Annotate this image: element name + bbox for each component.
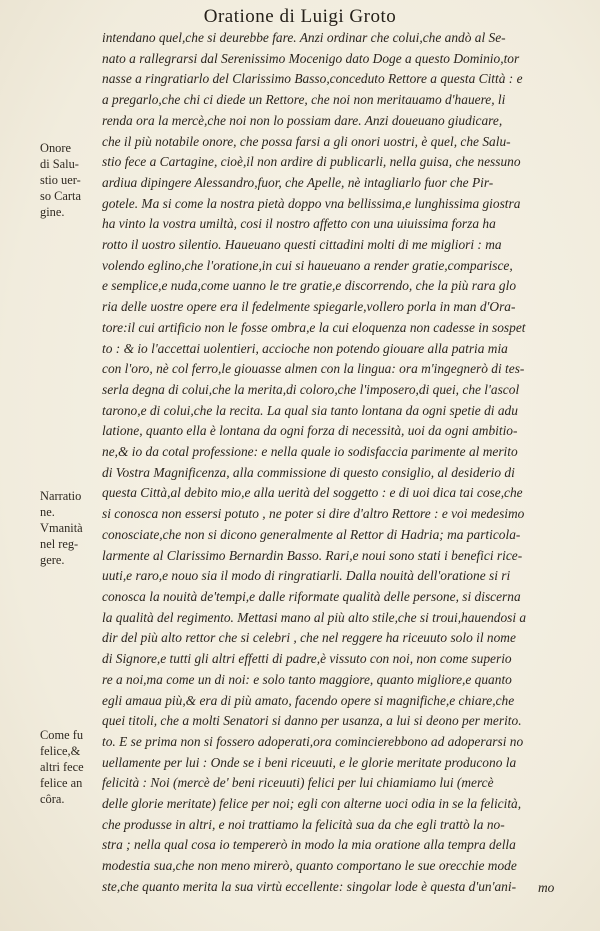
marginal-line: gine.	[40, 205, 65, 219]
text-line: la qualità del regimento. Mettasi mano al più alto stile,che si troui,hauendosi a	[102, 609, 527, 625]
marginal-line: stio uer-	[40, 173, 81, 187]
text-line: tore:il cui artificio non le fosse ombra,e la cui eloquenza non cadesse in sospet	[102, 319, 526, 335]
marginal-line: altri fece	[40, 760, 84, 774]
text-line: stra ; nella qual cosa io tempererò in modo la mia oratione alla tempra della	[102, 837, 516, 853]
text-line: egli amaua più,& era di più amato, facendo opere si magnifiche,e chiare,che	[102, 692, 515, 708]
marginal-line: nel reg-	[40, 537, 79, 551]
text-line: felicità : Noi (mercè de' beni riceuuti) felici per lui chiamiamo lui (mercè	[102, 775, 494, 791]
text-line: che il più notabile onore, che possa farsi a gli onori uostri, è quel, che Salu-	[102, 133, 511, 149]
text-line: latione, quanto ella è lontana da ogni forza di necessità, uoi da ogni ambitio-	[102, 423, 518, 439]
text-line: che produsse in altri, e noi trattiamo la felicità sua da che egli trattò la no-	[102, 816, 505, 832]
text-line: larmente al Clarissimo Bernardin Basso. Rari,e noui sono stati i benefici rice-	[102, 547, 523, 563]
text-line: a pregarlo,che chi ci diede un Rettore, che noi non meritauamo d'hauere, li	[102, 92, 506, 108]
marginal-line: so Carta	[40, 189, 81, 203]
text-line: delle glorie meritate) felice per noi; egli con alterne uoci odia in se la felicità,	[102, 796, 522, 812]
running-head: Oratione di Luigi Groto	[203, 6, 397, 27]
marginal-note	[40, 488, 102, 568]
marginal-line: felice,&	[40, 744, 81, 758]
marginal-line: Onore	[40, 141, 71, 155]
text-line: ha vinto la vostra umiltà, cosi il nostro affetto con una uiuissima forza ha	[102, 216, 496, 232]
marginal-note	[40, 140, 102, 220]
marginal-line: ne.	[40, 505, 55, 519]
text-line: ardiua dipingere Alessandro,fuor, che Apelle, nè intagliarlo fuor che Pir-	[102, 174, 494, 190]
text-line: si conosca non essersi potuto , ne poter si dire d'altro Rettore : e voi medesimo	[102, 506, 525, 522]
text-line: to : & io l'accettai uolentieri, accioche non potendo giouare alla patria mia	[102, 340, 508, 356]
text-line: uuti,e raro,e nouo sia il modo di ringratiarli. Dalla nouità dell'oratione si ri	[102, 568, 511, 584]
text-line: nato a rallegrarsi dal Serenissimo Mocenigo dato Doge a questo Dominio,tor	[102, 50, 520, 66]
text-line: stio fece a Cartagine, cioè,il non ardire di publicarli, nella guisa, che nessuno	[102, 154, 521, 170]
text-line: modestia sua,che non meno mirerò, quanto comportano le sue orecchie mode	[102, 858, 517, 874]
text-line: dir del più alto rettor che si celebri , che nel reggere ha riceuuto solo il nome	[102, 630, 516, 646]
marginal-line: côra.	[40, 792, 65, 806]
text-line: serla degna di colui,che la merita,di coloro,che l'imposero,di quei, che l'ascol	[102, 381, 520, 397]
text-line: con l'oro, nè col ferro,le giouasse almen con la lingua: ora m'ingegnerò di tes-	[102, 361, 525, 377]
text-line: intendano quel,che si deurebbe fare. Anzi ordinar che colui,che andò al Se-	[102, 30, 506, 45]
body-text	[102, 28, 588, 898]
text-line: tarono,e di colui,che la recita. La qual sia tanto lontana da ogni spetie di adu	[102, 402, 518, 418]
text-line: ste,che quanto merita la sua virtù eccellente: singolar lode è questa d'un'ani-	[102, 878, 517, 894]
text-line: conosca la nouità de'tempi,e dalle riformate qualità delle persone, si discerna	[102, 588, 521, 604]
text-line: uellamente per lui : Onde se i beni riceuuti, e le glorie meritate producono la	[102, 754, 517, 770]
marginal-line: di Salu-	[40, 157, 79, 171]
text-line: renda ora la mercè,che noi non lo possiam dare. Anzi doueuano giudicare,	[102, 112, 503, 128]
text-line: volendo eglino,che l'oratione,in cui si haueuano a render gratie,comparisce,	[102, 257, 513, 273]
marginal-line: Narratio	[40, 489, 82, 503]
text-line: questa Città,al debito mio,e alla uerità del soggetto : e di uoi dica tai cose,che	[102, 485, 523, 501]
text-line: to. E se prima non si fossero adoperati,ora comincierebbono ad adoperarsi no	[102, 733, 524, 749]
catchword: mo	[538, 880, 555, 895]
text-line: di Signore,e tutti gli altri effetti di padre,è vissuto con noi, non come superio	[102, 651, 512, 667]
text-line: quei titoli, che a molti Senatori si danno per usanza, a lui si deono per merito.	[102, 713, 522, 729]
marginal-line: Vmanità	[40, 521, 83, 535]
marginal-line: felice an	[40, 776, 83, 790]
marginal-line: Come fu	[40, 728, 84, 742]
text-line: re a noi,ma come un di noi: e solo tanto maggiore, quanto migliore,e quanto	[102, 671, 512, 687]
text-line: ria delle uostre opere era il fedelmente spiegarle,vollero porla in man d'Ora-	[102, 299, 516, 315]
text-line: nasse a ringratiarlo del Clarissimo Basso,conceduto Rettore a questa Città : e	[102, 71, 523, 87]
text-line: ne,& io da cotal professione: e nella quale io sodisfaccia parimente al merito	[102, 444, 518, 460]
text-line: rotto il uostro silentio. Haueuano questi cittadini molti di me migliori : ma	[102, 237, 502, 253]
text-line: e semplice,e nuda,come uanno le tre gratie,e discorrendo, che la più rara glo	[102, 278, 517, 294]
text-line: gotele. Ma si come la nostra pietà doppo vna bellissima,e lunghissima giostra	[102, 195, 521, 211]
text-line: conosciate,che non si dicono generalmente al Rettor di Hadria; ma particola-	[102, 526, 521, 542]
marginal-line: gere.	[40, 553, 65, 567]
marginal-note	[40, 727, 102, 807]
text-line: di Vostra Magnificenza, alla commissione di questo consiglio, al desiderio di	[102, 464, 515, 480]
